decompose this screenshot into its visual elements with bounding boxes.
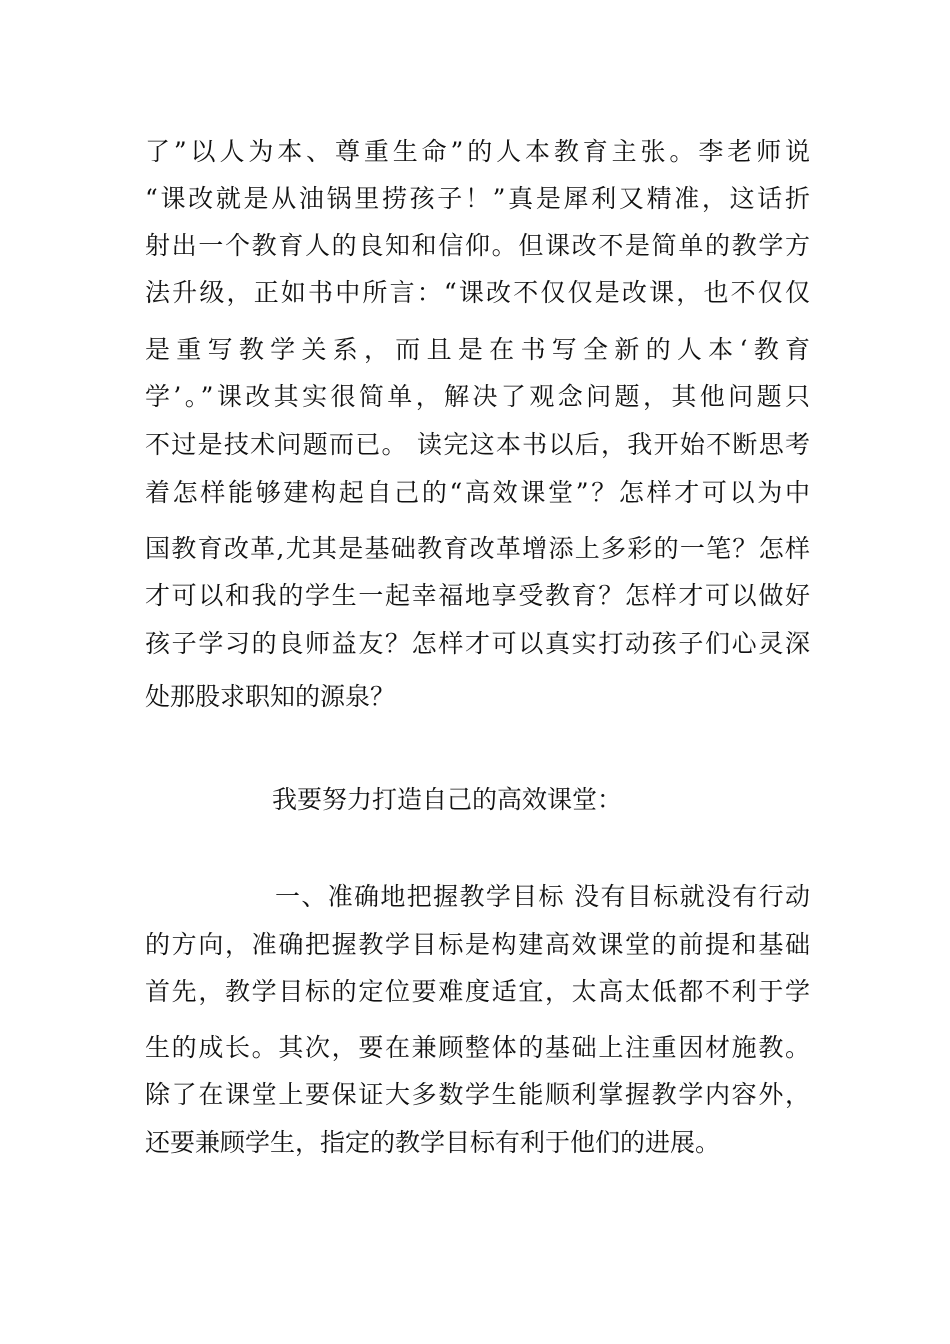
text-line: 除了在课堂上要保证大多数学生能顺利掌握教学内容外， bbox=[145, 1080, 810, 1109]
text-line: 生的成长。其次，要在兼顾整体的基础上注重因材施教。 bbox=[145, 1033, 810, 1062]
text-line: “课改就是从油锅里捞孩子！”真是犀利又精准，这话折 bbox=[145, 184, 810, 213]
text-line: 才可以和我的学生一起幸福地享受教育？怎样才可以做好 bbox=[145, 581, 810, 610]
text-line: 的方向，准确把握教学目标是构建高效课堂的前提和基础 bbox=[145, 930, 810, 959]
text-line: 着怎样能够建构起自己的“高效课堂”？怎样才可以为中 bbox=[145, 478, 810, 507]
text-line: 不过是技术问题而已。 读完这本书以后，我开始不断思考 bbox=[145, 430, 810, 459]
text-line: 一、准确地把握教学目标 没有目标就没有行动 bbox=[275, 882, 810, 911]
text-line: 是重写教学关系，而且是在书写全新的人本‘教育 bbox=[145, 335, 810, 364]
text-line: 学’。”课改其实很简单，解决了观念问题，其他问题只 bbox=[145, 382, 810, 411]
text-line: 孩子学习的良师益友？怎样才可以真实打动孩子们心灵深 bbox=[145, 629, 810, 658]
text-line: 国教育改革,尤其是基础教育改革增添上多彩的一笔？怎样 bbox=[145, 534, 810, 563]
text-line: 射出一个教育人的良知和信仰。但课改不是简单的教学方 bbox=[145, 231, 810, 260]
text-line: 首先，教学目标的定位要难度适宜，太高太低都不利于学 bbox=[145, 977, 810, 1006]
section-heading: 我要努力打造自己的高效课堂： bbox=[272, 785, 623, 814]
text-line: 法升级，正如书中所言：“课改不仅仅是改课，也不仅仅 bbox=[145, 278, 810, 307]
text-line: 了”以人为本、尊重生命”的人本教育主张。李老师说 bbox=[145, 137, 810, 166]
text-line: 还要兼顾学生，指定的教学目标有利于他们的进展。 bbox=[145, 1128, 721, 1157]
text-line: 处那股求职知的源泉？ bbox=[145, 682, 396, 711]
